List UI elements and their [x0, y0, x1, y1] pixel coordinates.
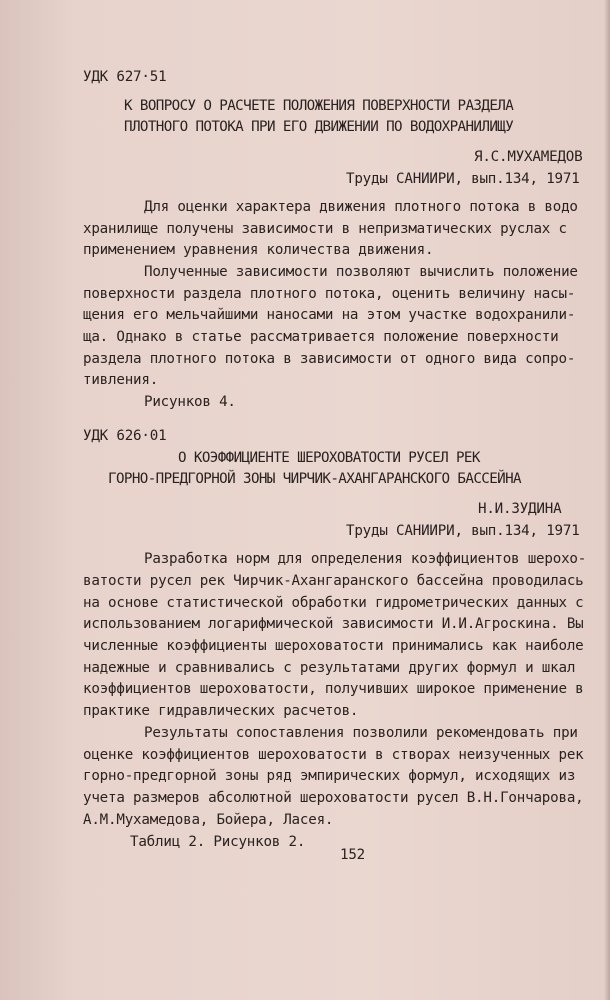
- article-1-figures: Рисунков 4.: [144, 394, 236, 410]
- article-1-source: Труды САНИИРИ, вып.134, 1971: [346, 171, 580, 187]
- article-1-title-line-2: ПЛОТНОГО ПОТОКА ПРИ ЕГО ДВИЖЕНИИ ПО ВОДОХРАНИЛИЩУ: [124, 119, 514, 135]
- article-1-body-line: хранилище получены зависимости в непризматических руслах с: [83, 221, 567, 237]
- article-2-figures: Таблиц 2. Рисунков 2.: [130, 834, 306, 850]
- article-1-body-line: Полученные зависимости позволяют вычислить положение: [144, 264, 578, 280]
- article-2-body-line: использованием логарифмической зависимости И.И.Агроскина. Вы: [83, 616, 584, 632]
- article-2-body-line: А.М.Мухамедова, Бойера, Ласея.: [83, 812, 334, 828]
- article-1-body-line: щения его мельчайшими наносами на этом участке водохранили-: [83, 307, 576, 323]
- article-2-body-line: надежные и сравнивались с результатами других формул и шкал: [83, 660, 576, 676]
- article-1-body-line: применением уравнения количества движения.: [83, 242, 434, 258]
- article-2-body-line: ватости русел рек Чирчик-Ахангаранского бассейна проводилась: [83, 573, 584, 589]
- article-2-body-line: численные коэффициенты шероховатости принимались как наиболе: [83, 638, 584, 654]
- article-2-title-line-1: О КОЭФФИЦИЕНТЕ ШЕРОХОВАТОСТИ РУСЕЛ РЕК: [178, 450, 480, 466]
- article-1-title-line-1: К ВОПРОСУ О РАСЧЕТЕ ПОЛОЖЕНИЯ ПОВЕРХНОСТИ РАЗДЕЛА: [124, 98, 514, 114]
- page-edge-shadow: [604, 0, 610, 1000]
- article-1-body-line: ща. Однако в статье рассматривается положение поверхности: [83, 329, 559, 345]
- article-1-udk: УДК 627·51: [83, 69, 167, 85]
- article-1-body-line: тивления.: [83, 372, 159, 388]
- article-2-body-line: коэффициентов шероховатости, получивших широкое применение в: [83, 681, 584, 697]
- article-2-body-line: горно-предгорной зоны ряд эмпирических формул, исходящих из: [83, 768, 576, 784]
- article-2-body-line: практике гидравлических расчетов.: [83, 703, 359, 719]
- article-2-body-line: на основе статистической обработки гидрометрических данных с: [83, 595, 584, 611]
- article-1-body-line: поверхности раздела плотного потока, оценить величину насы-: [83, 286, 576, 302]
- article-2-title-line-2: ГОРНО-ПРЕДГОРНОЙ ЗОНЫ ЧИРЧИК-АХАНГАРАНСКОГО БАССЕЙНА: [108, 471, 521, 487]
- article-2-source: Труды САНИИРИ, вып.134, 1971: [346, 523, 580, 539]
- article-1-author: Я.С.МУХАМЕДОВ: [474, 149, 583, 165]
- page-number: 152: [340, 847, 366, 863]
- article-1-body-line: раздела плотного потока в зависимости от одного вида сопро-: [83, 351, 576, 367]
- article-2-body-line: Разработка норм для определения коэффициентов шерохо-: [144, 551, 587, 567]
- article-2-body-line: учета размеров абсолютной шероховатости русел В.Н.Гончарова,: [83, 790, 584, 806]
- article-2-body-line: оценке коэффициентов шероховатости в створах неизученных рек: [83, 747, 584, 763]
- article-2-author: Н.И.ЗУДИНА: [478, 501, 562, 517]
- article-1-body-line: Для оценки характера движения плотного потока в водо: [144, 199, 578, 215]
- article-2-udk: УДК 626·01: [83, 428, 167, 444]
- article-2-body-line: Результаты сопоставления позволили рекомендовать при: [144, 725, 578, 741]
